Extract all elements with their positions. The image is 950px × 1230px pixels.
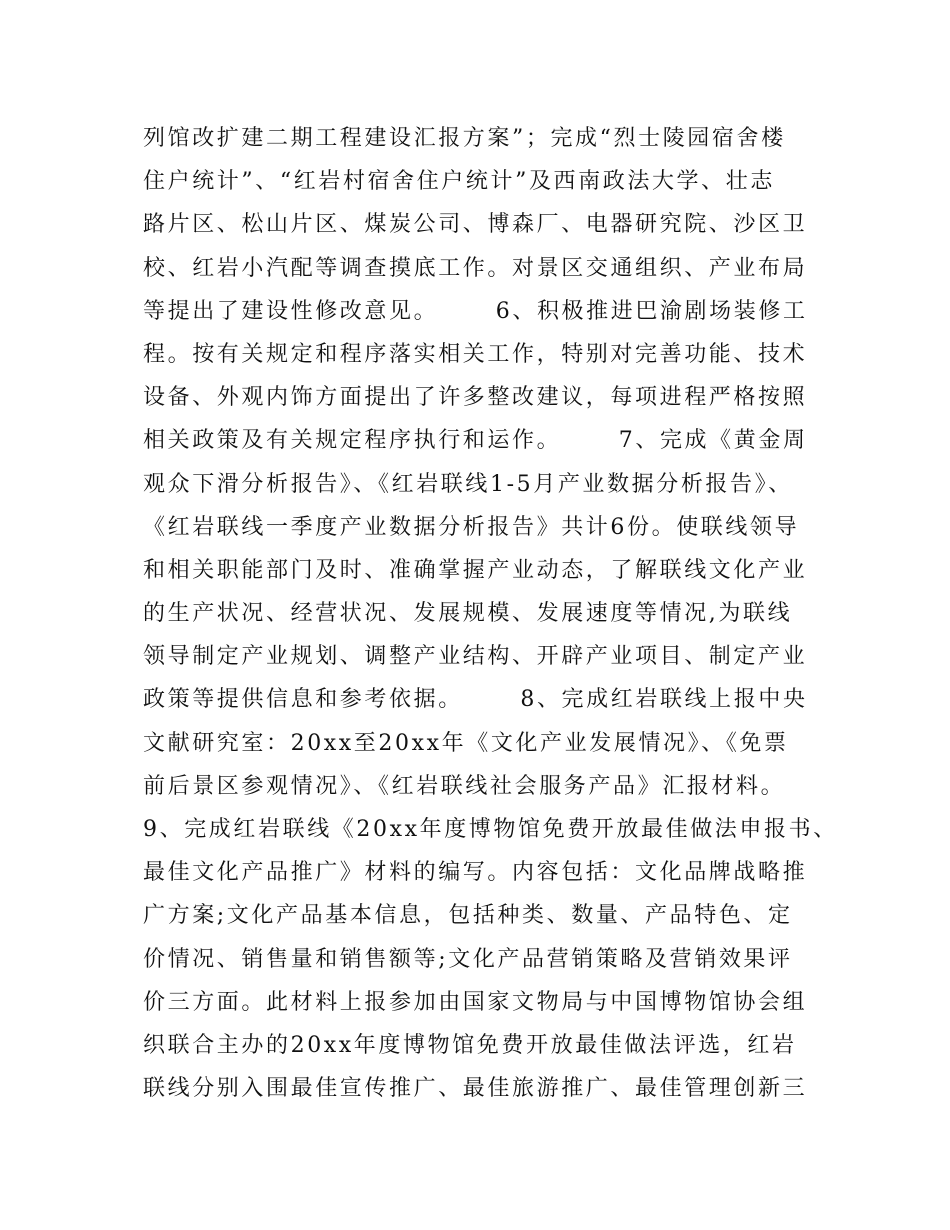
text-line: 文献研究室：20xx至20xx年《文化产业发展情况》、《免票 [143, 730, 789, 756]
body-text [143, 117, 838, 1110]
text-line: 列馆改扩建二期工程建设汇报方案”；完成“烈士陵园宿舍楼 [143, 126, 786, 151]
text-line: 和相关职能部门及时、准确掌握产业动态，了解联线文化产业 [143, 557, 808, 583]
text-line: 相关政策及有关规定程序执行和运作。 7、完成《黄金周 [143, 428, 808, 454]
text-line: 广方案;文化产品基本信息，包括种类、数量、产品特色、定 [143, 903, 793, 929]
text-line: 《红岩联线一季度产业数据分析报告》共计6份。使联线领导 [143, 514, 800, 540]
text-line: 的生产状况、经营状况、发展规模、发展速度等情况,为联线 [143, 601, 793, 627]
text-line: 政策等提供信息和参考依据。 8、完成红岩联线上报中央 [143, 687, 808, 713]
text-line: 9、完成红岩联线《20xx年度博物馆免费开放最佳做法申报书、 [143, 817, 838, 842]
text-line: 前后景区参观情况》、《红岩联线社会服务产品》汇报材料。 [143, 773, 786, 799]
text-line: 设备、外观内饰方面提出了许多整改建议，每项进程严格按照 [143, 385, 808, 411]
text-line: 等提出了建设性修改意见。 6、积极推进巴渝剧场装修工 [143, 298, 808, 324]
text-line: 价情况、销售量和销售额等;文化产品营销策略及营销效果评 [143, 946, 793, 972]
text-line: 程。按有关规定和程序落实相关工作，特别对完善功能、技术 [143, 341, 808, 367]
text-line: 观众下滑分析报告》、《红岩联线1-5月产业数据分析报告》、 [143, 471, 793, 497]
text-line: 住户统计”、“红岩村宿舍住户统计”及西南政法大学、壮志 [143, 169, 775, 195]
text-line: 联线分别入围最佳宣传推广、最佳旅游推广、最佳管理创新三 [143, 1076, 808, 1102]
text-line: 织联合主办的20xx年度博物馆免费开放最佳做法评选，红岩 [143, 1032, 797, 1058]
text-line: 最佳文化产品推广》材料的编写。内容包括：文化品牌战略推 [143, 860, 808, 886]
text-line: 领导制定产业规划、调整产业结构、开辟产业项目、制定产业 [143, 644, 808, 670]
text-line: 路片区、松山片区、煤炭公司、博森厂、电器研究院、沙区卫 [143, 212, 808, 238]
text-line: 价三方面。此材料上报参加由国家文物局与中国博物馆协会组 [143, 989, 808, 1015]
text-line: 校、红岩小汽配等调查摸底工作。对景区交通组织、产业布局 [143, 255, 808, 281]
